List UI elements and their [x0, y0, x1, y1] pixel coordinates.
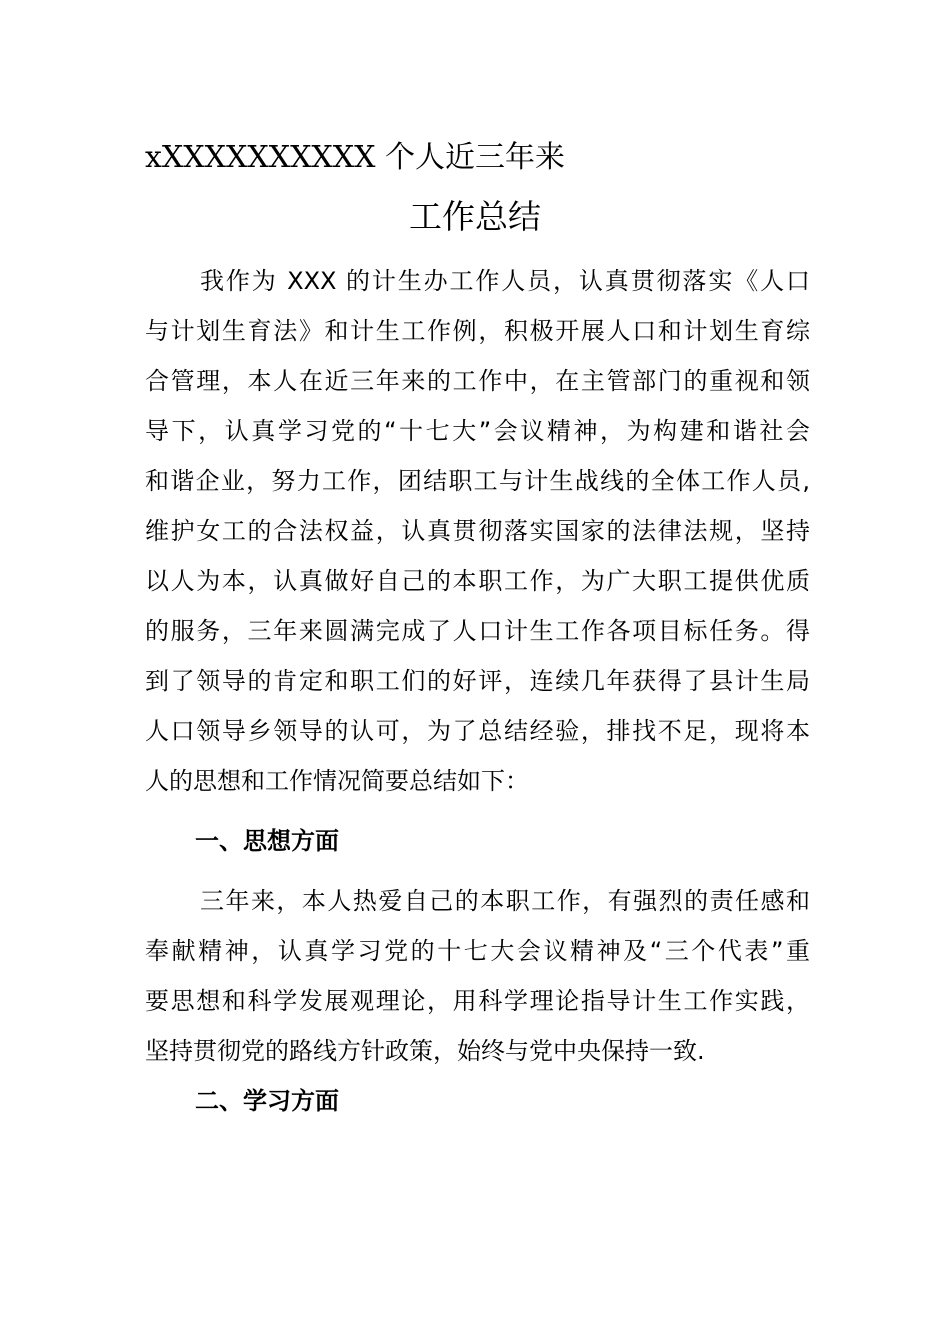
- intro-line-6: 维护女工的合法权益，认真贯彻落实国家的法律法规，坚持: [145, 517, 810, 545]
- section1-line-3: 要思想和科学发展观理论，用科学理论指导计生工作实践，: [145, 987, 810, 1015]
- intro-line-2: 与计划生育法》和计生工作例，积极开展人口和计划生育综: [145, 317, 810, 345]
- intro-line-11: 人的思想和工作情况简要总结如下：: [145, 767, 529, 795]
- intro-line-3: 合管理，本人在近三年来的工作中，在主管部门的重视和领: [145, 367, 810, 395]
- section1-line-2: 奉献精神，认真学习党的十七大会议精神及“三个代表”重: [145, 937, 810, 965]
- intro-line-4: 导下，认真学习党的“十七大”会议精神，为构建和谐社会: [145, 417, 810, 445]
- intro-line-1: 我作为 XXX 的计生办工作人员，认真贯彻落实《人口: [200, 267, 810, 295]
- section-heading-study: 二、学习方面: [195, 1087, 339, 1115]
- intro-line-7: 以人为本，认真做好自己的本职工作，为广大职工提供优质: [145, 567, 810, 595]
- intro-line-9: 到了领导的肯定和职工们的好评，连续几年获得了县计生局: [145, 667, 810, 695]
- section1-line-1: 三年来，本人热爱自己的本职工作，有强烈的责任感和: [200, 887, 810, 915]
- document-title-line-1: xXXXXXXXXXX 个人近三年来: [145, 140, 566, 175]
- intro-line-10: 人口领导乡领导的认可，为了总结经验，排找不足，现将本: [145, 717, 810, 745]
- intro-line-8: 的服务，三年来圆满完成了人口计生工作各项目标任务。得: [145, 617, 810, 645]
- section-heading-thought: 一、思想方面: [195, 827, 339, 855]
- section1-line-4: 坚持贯彻党的路线方针政策，始终与党中央保持一致.: [145, 1037, 705, 1065]
- intro-line-5: 和谐企业，努力工作，团结职工与计生战线的全体工作人员,: [145, 467, 810, 495]
- document-title-line-2: 工作总结: [409, 197, 541, 236]
